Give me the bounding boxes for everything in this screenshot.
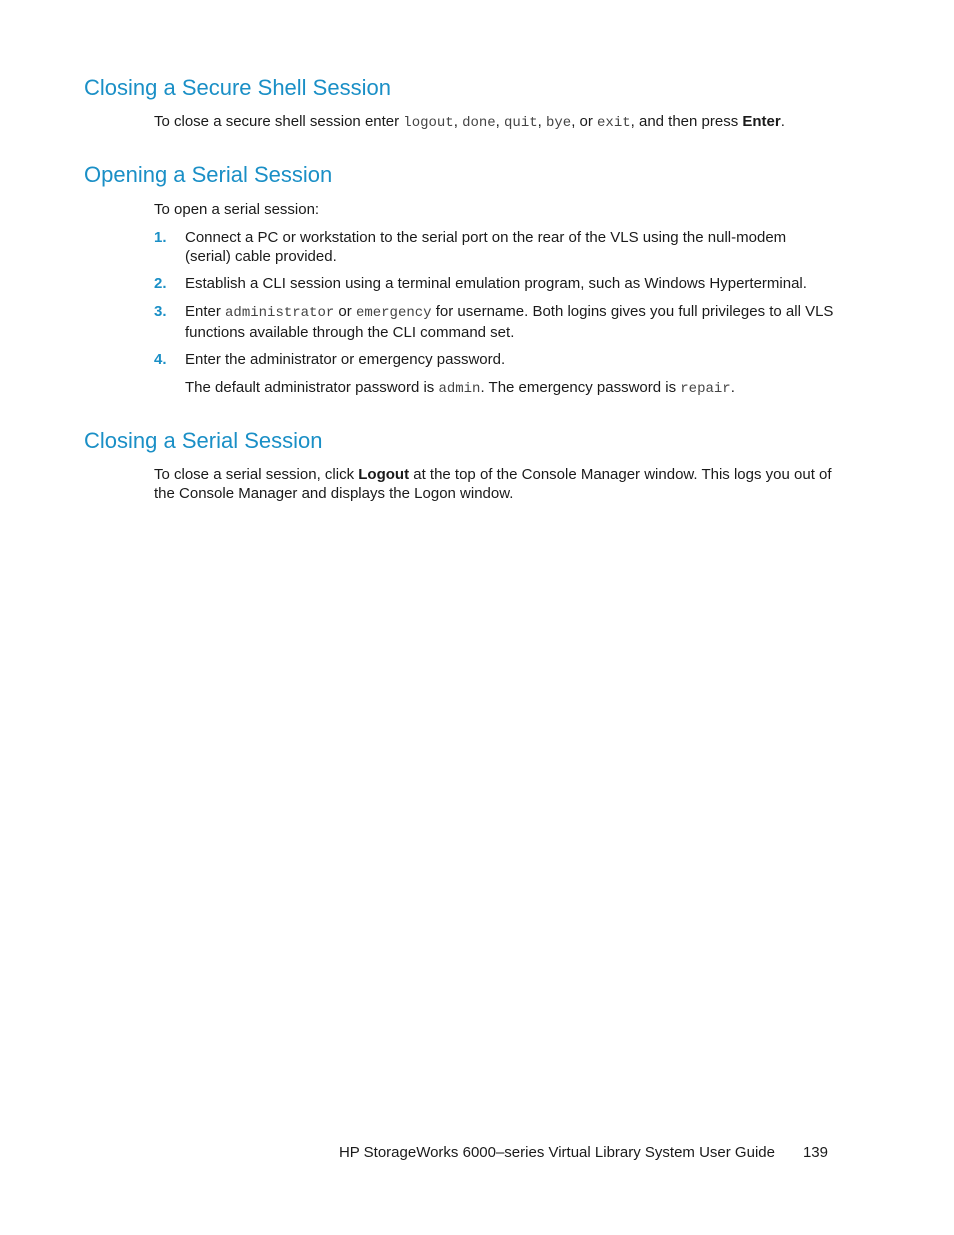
page-number: 139 xyxy=(802,1144,828,1161)
step-text-1: Connect a PC or workstation to the serial port on the rear of the VLS using the null-modem (serial) cable provided. xyxy=(185,229,787,265)
section-heading-opening-serial: Opening a Serial Session xyxy=(84,162,333,187)
text-span: , or xyxy=(571,113,598,130)
step-number-4: 4. xyxy=(154,351,167,368)
footer-guide-title: HP StorageWorks 6000–series Virtual Library System User Guide xyxy=(338,1144,775,1161)
code-exit: exit xyxy=(597,115,631,131)
password-note xyxy=(185,378,835,399)
text-span: . xyxy=(730,379,735,396)
secure-shell-paragraph xyxy=(154,112,834,133)
section-heading-closing-serial: Closing a Serial Session xyxy=(84,428,323,453)
text-span: or xyxy=(334,303,356,320)
section-heading-closing-secure-shell: Closing a Secure Shell Session xyxy=(84,75,391,100)
code-repair: repair xyxy=(680,381,731,397)
text-span: at the top of the Console Manager window. This logs you out of the Console Manager and displays the Logon window. xyxy=(154,466,832,502)
text-span: , xyxy=(495,113,505,130)
text-span: To close a serial session, click xyxy=(154,466,359,483)
code-logout: logout xyxy=(403,115,454,131)
step-number-3: 3. xyxy=(154,303,167,320)
step-text-4: Enter the administrator or emergency password. xyxy=(185,351,506,368)
text-span: . xyxy=(780,113,785,130)
text-span: for username. Both logins gives you full privileges to all VLS functions available through the CLI command set. xyxy=(185,303,834,341)
step-number-2: 2. xyxy=(154,275,167,292)
key-enter: Enter xyxy=(742,113,781,130)
text-span: To close a secure shell session enter xyxy=(154,113,404,130)
page-footer xyxy=(339,1144,828,1161)
step-text-2: Establish a CLI session using a terminal emulation program, such as Windows Hyperterminal. xyxy=(185,275,807,292)
code-done: done xyxy=(462,115,496,131)
code-bye: bye xyxy=(545,115,572,131)
text-span: , xyxy=(453,113,463,130)
closing-serial-paragraph xyxy=(154,465,834,503)
code-emergency: emergency xyxy=(355,305,432,321)
text-span: . The emergency password is xyxy=(480,379,681,396)
step-number-1: 1. xyxy=(154,229,167,246)
serial-intro: To open a serial session: xyxy=(154,201,320,218)
text-span: Enter xyxy=(185,303,226,320)
text-span: , and then press xyxy=(630,113,743,130)
text-span: The default administrator password is xyxy=(185,379,439,396)
text-span: , xyxy=(537,113,546,130)
logout-term: Logout xyxy=(358,466,410,483)
step-text-3 xyxy=(185,302,835,342)
code-quit: quit xyxy=(504,115,538,131)
code-admin: admin xyxy=(438,381,481,397)
code-administrator: administrator xyxy=(225,305,335,321)
